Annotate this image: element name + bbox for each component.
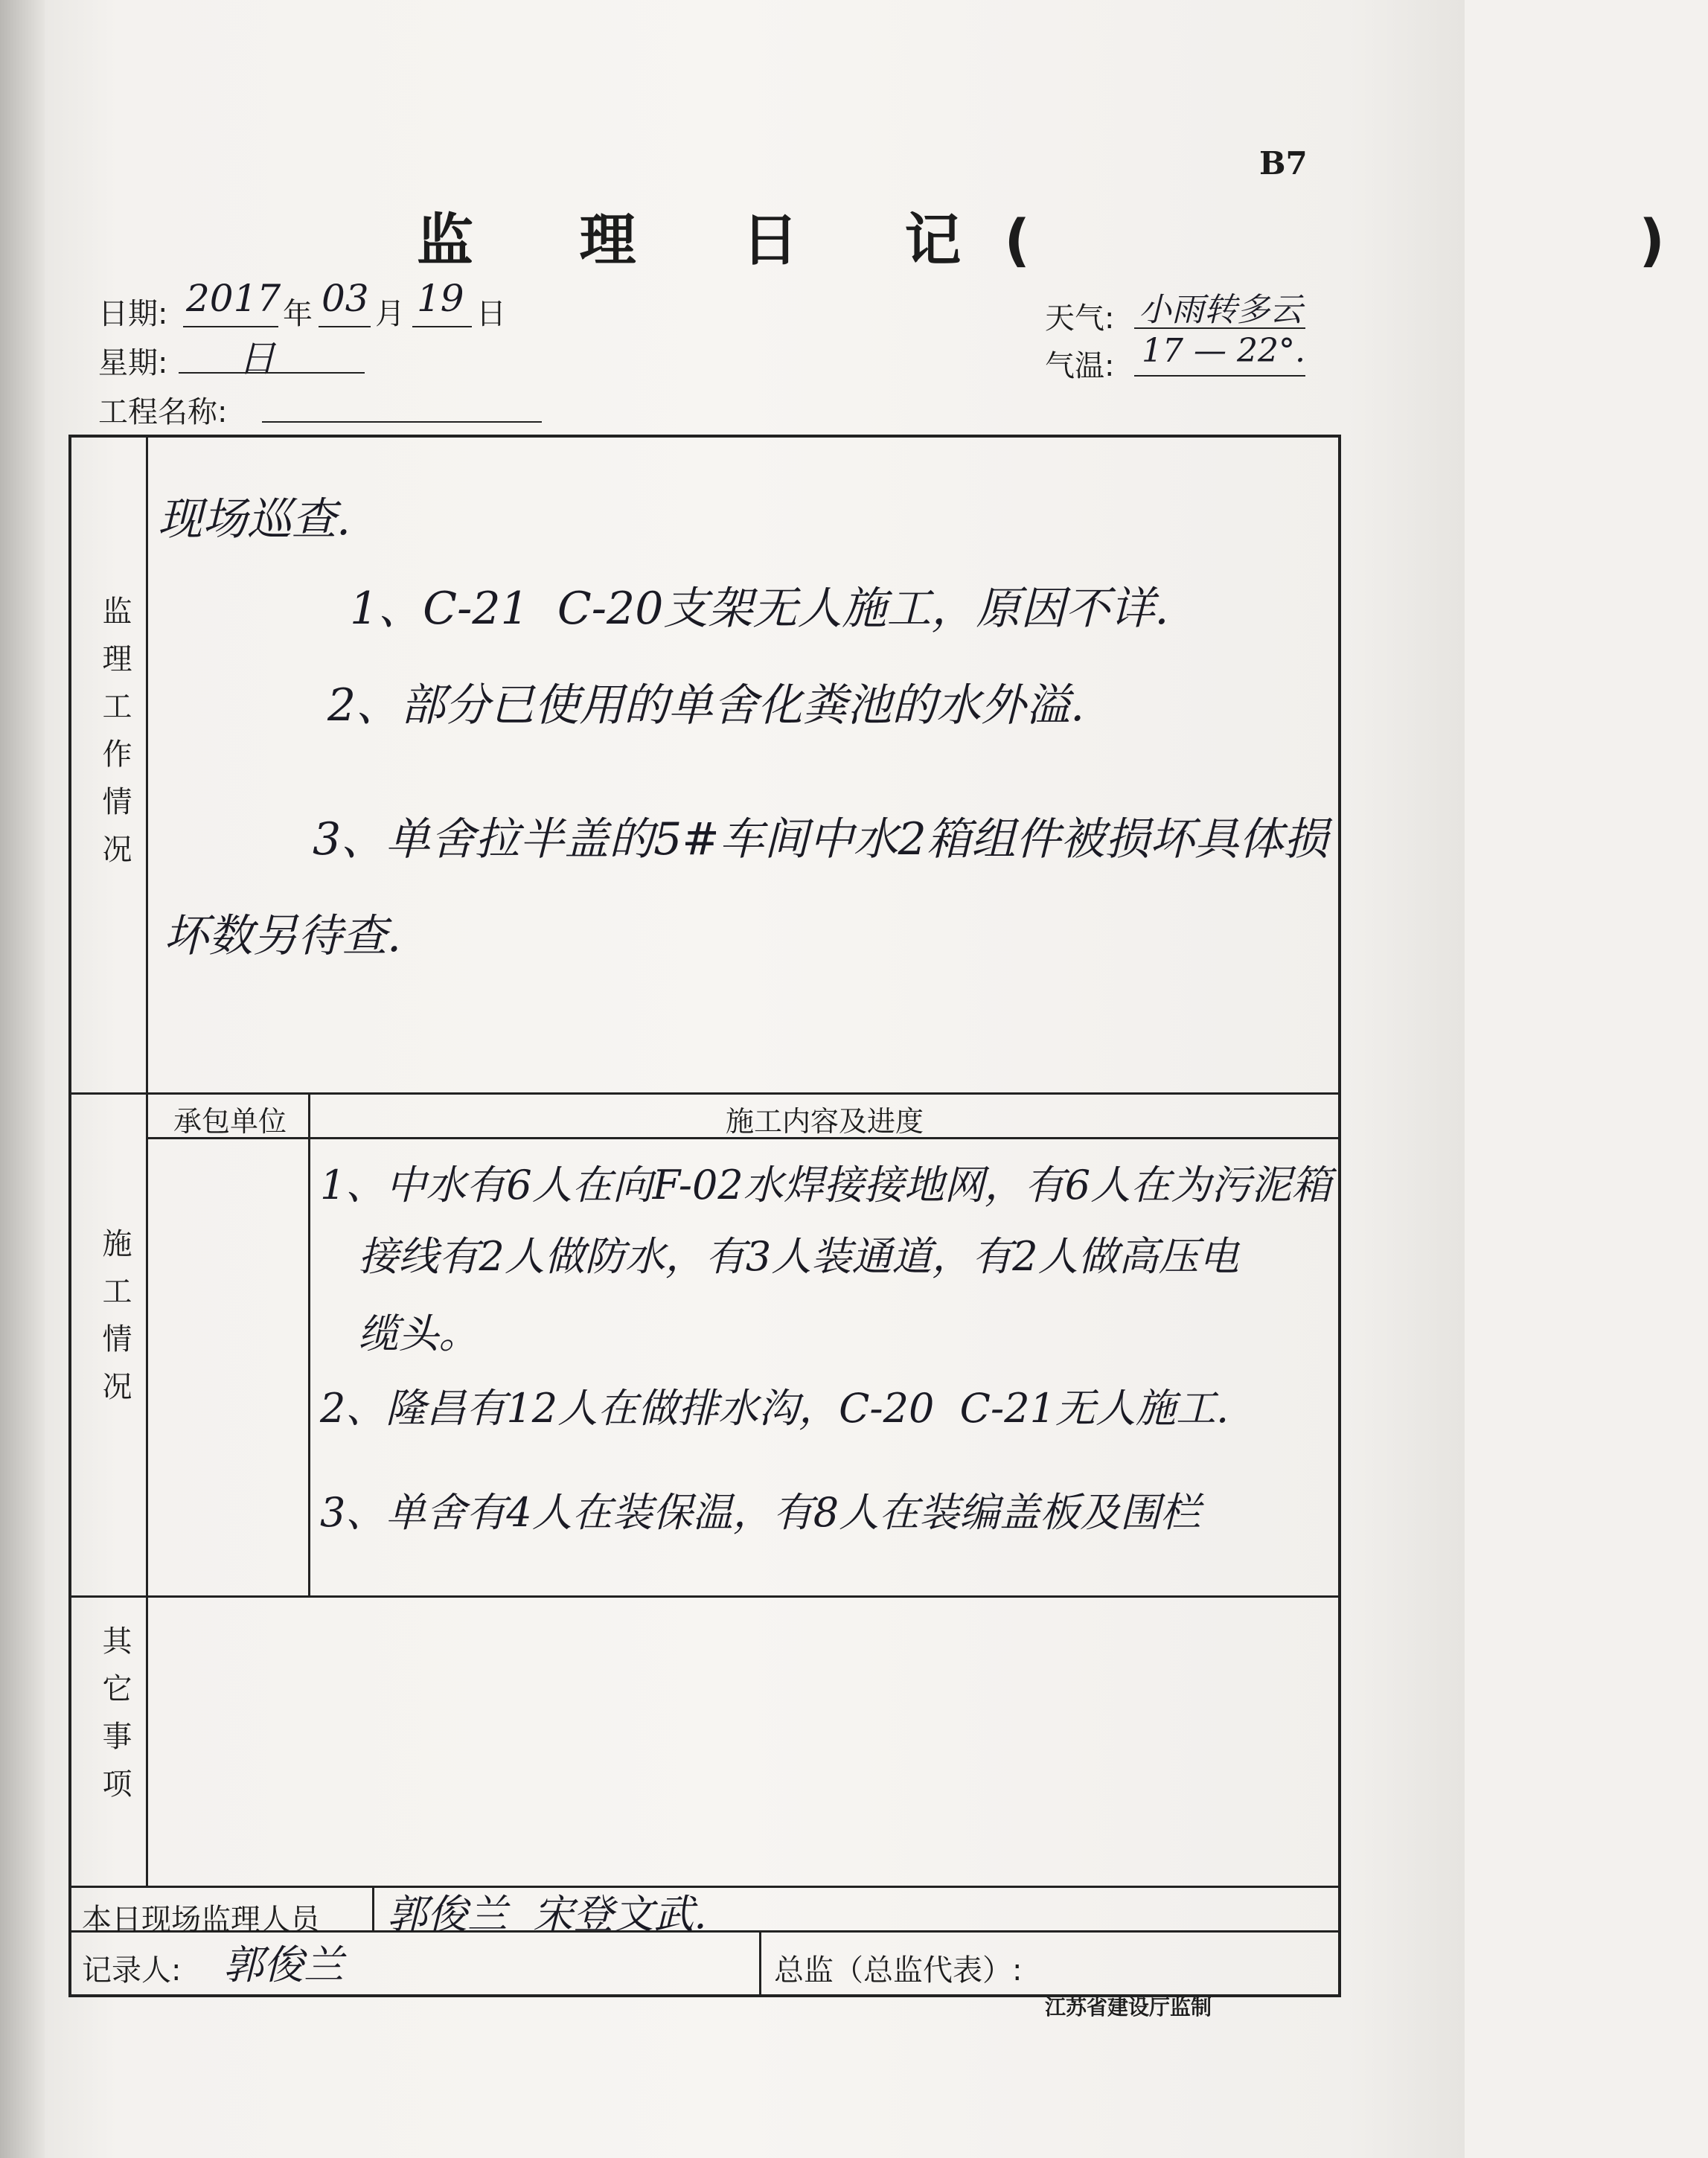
weekday-underline: [179, 372, 365, 374]
progress-line-1: 1、中水有6人在向F-02水焊接接地网，有6人在为污泥箱: [320, 1162, 1332, 1208]
form-code: B7: [1259, 145, 1308, 182]
date-year-underline: [183, 326, 278, 327]
recorder-label: 记录人:: [82, 1953, 182, 1988]
weather-underline: [1134, 327, 1305, 329]
progress-line-2: 接线有2人做防水，有3人装通道，有2人做高压电: [320, 1233, 1239, 1280]
date-day: 19: [417, 277, 464, 320]
date-day-unit: 日: [476, 297, 506, 331]
supervision-line-5: 坏数另待查.: [164, 910, 402, 962]
construction-label: 施工情况: [97, 1228, 132, 1418]
temperature-value: 17 — 22°.: [1142, 332, 1305, 370]
signature-divider: [759, 1930, 761, 1997]
label-column-divider: [146, 435, 148, 1886]
supervision-line-3: 2、部分已使用的单舍化粪池的水外溢.: [327, 679, 1085, 731]
project-name-underline: [262, 421, 542, 423]
weekday-value: 日: [238, 337, 275, 380]
weather-value: 小雨转多云: [1139, 291, 1302, 329]
row-divider-1: [68, 1092, 1341, 1095]
binding-edge: [0, 0, 45, 2158]
diary-table: [68, 435, 1341, 1997]
other-matters-label: 其它事项: [97, 1625, 132, 1816]
date-day-underline: [412, 326, 472, 327]
recorder-signature: 郭俊兰: [223, 1941, 344, 1988]
form-title: 监 理 日 记( ): [417, 207, 1708, 273]
supervision-work-label: 监理工作情况: [97, 595, 132, 881]
supervision-line-2: 1、C-21 C-20支架无人施工，原因不详.: [350, 583, 1169, 635]
project-name-label: 工程名称:: [98, 395, 228, 429]
progress-line-3: 缆头。: [320, 1310, 479, 1357]
progress-line-4: 2、隆昌有12人在做排水沟，C-20 C-21无人施工.: [320, 1385, 1229, 1432]
temperature-label: 气温:: [1045, 349, 1115, 383]
date-year: 2017: [186, 277, 281, 320]
chief-label: 总监（总监代表）:: [774, 1953, 1023, 1988]
date-month: 03: [322, 277, 369, 320]
date-year-unit: 年: [283, 297, 313, 331]
temperature-underline: [1134, 375, 1305, 377]
weekday-label: 星期:: [98, 346, 168, 380]
contractor-column-header: 承包单位: [173, 1105, 287, 1138]
supervision-line-1: 现场巡查.: [158, 493, 351, 545]
supervision-line-4: 3、单舍拉半盖的5#车间中水2箱组件被损坏具体损: [313, 813, 1328, 865]
staff-label: 本日现场监理人员: [82, 1903, 320, 1937]
progress-line-5: 3、单舍有4人在装保温，有8人在装编盖板及围栏: [320, 1489, 1201, 1536]
contractor-column-divider: [308, 1092, 310, 1595]
staff-label-divider: [372, 1886, 374, 1930]
row-divider-2: [68, 1595, 1341, 1598]
date-label: 日期:: [98, 297, 168, 331]
weather-label: 天气:: [1045, 301, 1115, 336]
issuer-footer: 江苏省建设厅监制: [1045, 1995, 1212, 2020]
progress-column-header: 施工内容及进度: [725, 1105, 924, 1138]
staff-value: 郭俊兰 宋登文武.: [387, 1891, 707, 1938]
date-month-underline: [319, 326, 371, 327]
date-month-unit: 月: [375, 297, 405, 331]
